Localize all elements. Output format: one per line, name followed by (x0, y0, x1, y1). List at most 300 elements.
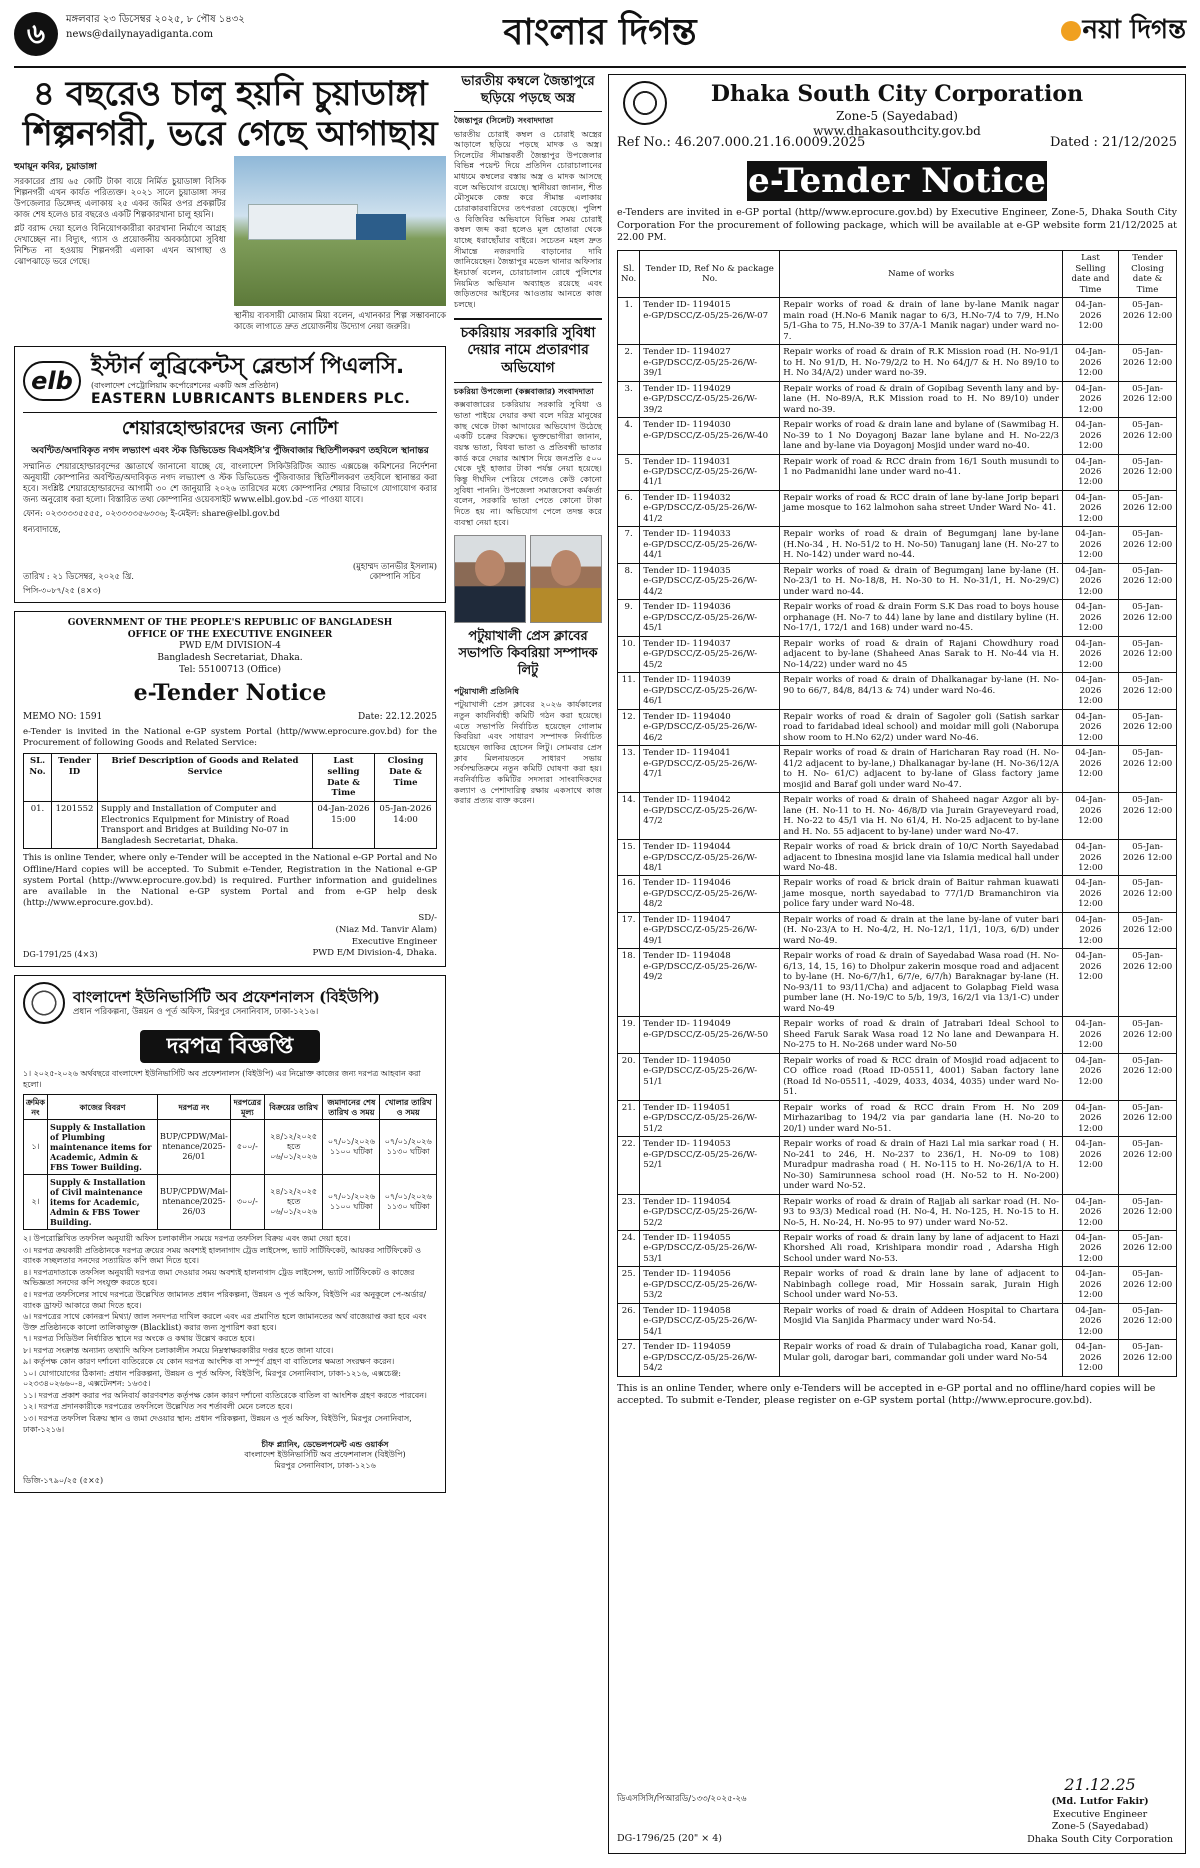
work-name: Repair works of road & drain lany by lane of adjacent to Hazi Khorshed Ali road, Krishipara mondir road , Adarsha High School under ward No-53. (780, 1231, 1063, 1267)
last-selling: 04-Jan-2026 12:00 (1063, 912, 1119, 948)
row-number: 12. (618, 709, 640, 745)
tender-id-cell (640, 345, 780, 381)
memo-date: Date: 22.12.2025 (358, 711, 437, 722)
table-row (618, 746, 1177, 793)
row-number: 3. (618, 381, 640, 417)
package-no: e-GP/DSCC/Z-05/25-26/W-53/2 (643, 1279, 758, 1301)
tender-id-cell (640, 793, 780, 840)
table-row (618, 840, 1177, 876)
row-number: 21. (618, 1100, 640, 1136)
tender-id: Tender ID- 1194054 (643, 1196, 731, 1207)
work-name: Repair works of road & drain of Haricharan Ray road (H. No-41/2 adjacent to by-lane,) Dhalkanagar by-lane (H. No-36/12/A to H. No- 61/C) adjacent to by-lane of Glass factory jame mosjid and Baraf goli under ward No-47. (780, 746, 1063, 793)
tender-id: Tender ID- 1194030 (643, 420, 731, 431)
signatory-title: কোম্পানি সচিব (369, 571, 421, 582)
tender-id: Tender ID- 1194047 (643, 914, 731, 925)
package-no: e-GP/DSCC/Z-05/25-26/W-52/2 (643, 1207, 758, 1228)
rule-item: ৮। দরপত্র সংক্রান্ত অন্যান্য তথ্যাদি অফিস চলাকালীন সময়ে নিম্নস্বাক্ষরকারীর দপ্তর হতে জানা যাবে। (23, 1345, 334, 1355)
package-no: e-GP/DSCC/Z-05/25-26/W-47/1 (643, 758, 758, 780)
sd-mark: SD/- (418, 913, 437, 924)
row-number: 5. (618, 454, 640, 490)
closing-date: 05-Jan-2026 12:00 (1119, 793, 1177, 840)
president-portrait (454, 535, 526, 623)
tender-id-cell (640, 1194, 780, 1230)
tender-id: Tender ID- 1194035 (643, 565, 731, 576)
tender-id: Tender ID- 1194053 (643, 1139, 731, 1150)
closing-date: 05-Jan-2026 12:00 (1119, 600, 1177, 636)
closing-date: 05-Jan-2026 12:00 (1119, 636, 1177, 672)
tender-id: Tender ID- 1194050 (643, 1055, 731, 1066)
issue-date: মঙ্গলবার ২৩ ডিসেম্বর ২০২৫, ৮ পৌষ ১৪৩২ (66, 14, 245, 25)
tender-id: Tender ID- 1194058 (643, 1305, 731, 1316)
package-no: e-GP/DSCC/Z-05/25-26/W-48/1 (643, 852, 758, 873)
tender-id: Tender ID- 1194048 (643, 951, 731, 962)
table-row (618, 298, 1177, 345)
table-row (618, 454, 1177, 490)
closing-date: 05-Jan-2026 12:00 (1119, 1340, 1177, 1376)
column-header: Brief Description of Goods and Related Service (98, 754, 313, 802)
last-selling: 04-Jan-2026 12:00 (1063, 673, 1119, 709)
column-header: জমাদানের শেষ তারিখ ও সময় (323, 1095, 380, 1120)
tender-id: Tender ID- 1194036 (643, 602, 731, 613)
story-byline: চকরিয়া উপজেলা (কক্সবাজার) সংবাদদাতা (454, 386, 594, 397)
closing-date: 05-Jan-2026 12:00 (1119, 527, 1177, 563)
table-row (618, 1267, 1177, 1303)
tender-id-cell (640, 876, 780, 912)
lead-headline: ৪ বছরেও চালু হয়নি চুয়াডাঙ্গা শিল্পনগরী, ভরে গেছে আগাছায় (22, 74, 438, 155)
notice-intro: ১। ২০২৫-২০২৬ অর্থবছরে বাংলাদেশ ইউনিভার্সিটি অব প্রফেশনালস (বিইউপি) এর নিম্নোক্ত কাজের জন্য দরপত্র আহবান করা হলো। (23, 1069, 421, 1089)
elb-logo: elb (23, 361, 81, 401)
closing-date: 05-Jan-2026 12:00 (1119, 709, 1177, 745)
ad-ref: DG-1796/25 (20" × 4) (617, 1833, 722, 1845)
table-row (618, 1303, 1177, 1339)
tender-id: Tender ID- 1194040 (643, 711, 731, 722)
tender-id-cell (640, 1137, 780, 1194)
row-number: 14. (618, 793, 640, 840)
tender-id-cell (640, 454, 780, 490)
tender-id-cell (640, 1017, 780, 1053)
tender-id: Tender ID- 1194029 (643, 383, 731, 394)
org-name: বাংলাদেশ ইউনিভার্সিটি অব প্রফেশনালস (বিইউপি) (73, 988, 380, 1006)
row-number: 25. (618, 1267, 640, 1303)
work-name: Repair works of road & drain of Tulabagicha road, Kanar goli, Mular goli, darogar bari, commandar goli under ward No-54 (780, 1340, 1063, 1376)
closing-date: 05-Jan-2026 12:00 (1119, 381, 1177, 417)
memo-number: MEMO NO: 1591 (23, 711, 103, 722)
last-selling: 04-Jan-2026 12:00 (1063, 1100, 1119, 1136)
package-no: e-GP/DSCC/Z-05/25-26/W-52/1 (643, 1149, 758, 1171)
rule-item: ২। উপরোল্লিখিত তফসিল অনুযায়ী অফিস চলাকালীন সময়ে দরপত্র তফসিল বিক্রয় এবং জমা দেয়া হবে। (23, 1234, 351, 1244)
table-row (618, 949, 1177, 1017)
masthead (14, 10, 1186, 68)
row-number: 7. (618, 527, 640, 563)
rule-item: ১০। যোগাযোগের ঠিকানা: প্রধান পরিকল্পনা, উন্নয়ন ও পূর্ত অফিস, বিইউপি, মিরপুর সেনানিবাস, ঢাকা-১২১৬, এক্সচেঞ্জ: ০২৩৩৪০২৬৬০-৪, এক্সটেনশন: ১৬৩৫। (23, 1368, 401, 1389)
table-row (618, 600, 1177, 636)
tender-id-cell (640, 418, 780, 454)
closing-date: 05-Jan-2026 12:00 (1119, 876, 1177, 912)
tender-id: Tender ID- 1194039 (643, 675, 731, 686)
notice-intro: e-Tenders are invited in e-GP portal (http//www.eprocure.gov.bd) by Executive Engineer, Zone-5, Dhaka South City Corporation For the procurement of following package, which will be available at e-GP website form 21/12/2025 at 22.00 PM. (617, 207, 1177, 243)
row-number: 24. (618, 1231, 640, 1267)
last-selling: 04-Jan-2026 12:00 (1063, 454, 1119, 490)
closing-date: 05-Jan-2026 12:00 (1119, 673, 1177, 709)
ad-ref: ডিজি-১৭৯০/২৫ (৫×৫) (23, 1475, 104, 1485)
last-selling: 04-Jan-2026 12:00 (1063, 1267, 1119, 1303)
tender-table (617, 250, 1177, 1377)
tender-table (23, 753, 437, 849)
column-header: Last selling Date & Time (313, 754, 375, 802)
lead-byline: হুমায়ূন কবির, চুয়াডাঙ্গা (14, 162, 97, 173)
work-name: Repair works of road & RCC drain of Mosjid road adjacent to CO office road (Road ID-05511, 4001) Saban factory lane (Road Id No-05511, -4029, 4033, 4034, 4035) under ward No-51. (780, 1053, 1063, 1100)
dscc-seal-icon (623, 81, 667, 125)
last-selling: 04-Jan-2026 12:00 (1063, 840, 1119, 876)
tender-id: Tender ID- 1194037 (643, 638, 731, 649)
tender-rows (618, 298, 1177, 1377)
rule-item: ৯। কর্তৃপক্ষ কোন কারণ দর্শানো ব্যতিরেকে যে কোন দরপত্র আংশিক বা সম্পূর্ণ গ্রহণ বা বাতিলের ক্ষমতা সংরক্ষণ করেন। (23, 1357, 395, 1367)
last-selling: 04-Jan-2026 12:00 (1063, 418, 1119, 454)
package-no: e-GP/DSCC/Z-05/25-26/W-49/1 (643, 925, 758, 946)
row-number: 19. (618, 1017, 640, 1053)
left-column (14, 74, 446, 1854)
tender-id-cell (640, 600, 780, 636)
table-row (618, 1017, 1177, 1053)
closing-date: 05-Jan-2026 12:00 (1119, 418, 1177, 454)
closing-date: 05-Jan-2026 12:00 (1119, 1017, 1177, 1053)
table-row (618, 793, 1177, 840)
story-byline: পটুয়াখালী প্রতিনিধি (454, 686, 520, 697)
row-number: 26. (618, 1303, 640, 1339)
closing-date: 05-Jan-2026 12:00 (1119, 1137, 1177, 1194)
closing-date: 05-Jan-2026 12:00 (1119, 949, 1177, 1017)
package-no: e-GP/DSCC/Z-05/25-26/W-07 (643, 310, 769, 321)
closing: ধন্যবাদান্তে, (23, 524, 61, 535)
package-no: e-GP/DSCC/Z-05/25-26/W-47/2 (643, 805, 758, 827)
rule-item: ৭। দরপত্র সিডিউল নির্ধারিত স্থানে দর অংকে ও কথায় উল্লেখ করতে হবে। (23, 1334, 255, 1344)
last-selling: 04-Jan-2026 12:00 (1063, 746, 1119, 793)
tender-id: Tender ID- 1194031 (643, 456, 731, 467)
last-selling: 04-Jan-2026 12:00 (1063, 563, 1119, 599)
column-header: Sl. No. (618, 251, 640, 298)
column-header: দরপত্র নং (158, 1095, 231, 1120)
package-no: e-GP/DSCC/Z-05/25-26/W-46/2 (643, 722, 758, 743)
closing-date: 05-Jan-2026 12:00 (1119, 1053, 1177, 1100)
package-no: e-GP/DSCC/Z-05/25-26/W-45/2 (643, 649, 758, 670)
closing-date: 05-Jan-2026 12:00 (1119, 1100, 1177, 1136)
last-selling: 04-Jan-2026 12:00 (1063, 1194, 1119, 1230)
work-name: Repair works of road & drain of Begumganj lane by-lane (H.No-34 , H. No-51/2 to H. No-50) Tanuganj lane (H. No-27 to H. No-142) under ward no-44. (780, 527, 1063, 563)
package-no: e-GP/DSCC/Z-05/25-26/W-39/1 (643, 357, 758, 379)
table-row (618, 1100, 1177, 1136)
work-name: Repair works of road & RCC drain of lane by-lane Jorip bepari jame mosque to 162 lalmohon saha street Under Ward No- 41. (780, 490, 1063, 526)
closing-date: 05-Jan-2026 12:00 (1119, 1194, 1177, 1230)
notice-title: e-Tender Notice (133, 680, 327, 707)
tender-id: Tender ID- 1194033 (643, 529, 731, 540)
column-header: SL. No. (24, 754, 52, 802)
tender-id-cell (640, 1340, 780, 1376)
closing-date: 05-Jan-2026 12:00 (1119, 1231, 1177, 1267)
notice-body: সম্মানিত শেয়ারহোল্ডারবৃন্দের জ্ঞাতার্থে জানানো যাচ্ছে যে, বাংলাদেশ সিকিউরিটিজ অ্যান্ড এক্সচেঞ্জ কমিশনের নির্দেশনা অনুযায়ী কোম্পানির অবণ্টিত/অদাবিকৃত নগদ লভ্যাংশ ও স্টক ডিভিডেন্ড পুঁজিবাজার স্থিতিশীলকরণ তহবিলে স্থানান্তর করা হবে। সংশ্লিষ্ট শেয়ারহোল্ডারদের আগামী ৩০ শে জানুয়ারি ২০২৬ তারিখের মধ্যে কোম্পানির শেয়ার বিভাগে যোগাযোগ করার জন্য অনুরোধ করা হলো। বিস্তারিত তথ্য কোম্পানির ওয়েবসাইট www.elbl.gov.bd -তে পাওয়া যাবে। (23, 460, 437, 504)
rule-item: ৫। দরপত্র তফসিলের সাথে দরপত্রে উল্লেখিত জামানত প্রধান পরিকল্পনা, উন্নয়ন ও পূর্ত অফিস, বিইউপি এর অনুকূলে পে-অর্ডার/ব্যাংক ড্রাফট আকারে জমা দিতে হবে। (23, 1290, 427, 1310)
work-name: Repair works of road & drain of Gopibag Seventh lany and by-lane (H. No-89/A, R.K Mission road to H. No 89/10) under ward no-39. (780, 381, 1063, 417)
row-number: 22. (618, 1137, 640, 1194)
closing-date: 05-Jan-2026 12:00 (1119, 1267, 1177, 1303)
package-no: e-GP/DSCC/Z-05/25-26/W- 53/1 (643, 1243, 758, 1264)
last-selling: 04-Jan-2026 12:00 (1063, 1303, 1119, 1339)
logo-text: নয়া দিগন্ত (1082, 15, 1186, 45)
row-number: 27. (618, 1340, 640, 1376)
org-address: প্রধান পরিকল্পনা, উন্নয়ন ও পূর্ত অফিস, মিরপুর সেনানিবাস, ঢাকা-১২১৬। (73, 1006, 319, 1017)
signature-mark (353, 543, 437, 561)
ref-number: Ref No.: 46.207.000.21.16.0009.2025 (617, 135, 866, 150)
notice-title: শেয়ারহোল্ডারদের জন্য নোটিশ (121, 418, 339, 440)
table-row (618, 1053, 1177, 1100)
ad-ref: DG-1791/25 (4×3) (23, 949, 98, 959)
last-selling: 04-Jan-2026 12:00 (1063, 1231, 1119, 1267)
tender-id: Tender ID- 1194041 (643, 748, 731, 759)
org-name: Dhaka South City Corporation (710, 81, 1084, 107)
newspaper-logo (1061, 14, 1186, 47)
package-no: e-GP/DSCC/Z-05/25-26/W-46/1 (643, 685, 758, 707)
signatory-title: Executive Engineer (351, 936, 437, 947)
row-number: 2. (618, 345, 640, 381)
gov-name: GOVERNMENT OF THE PEOPLE'S REPUBLIC OF BANGLADESH (67, 617, 393, 628)
work-name: Repair works of road & drain lane by lane of adjacent to Nabinbagh college road, Mir Hossain sarak, Jurain High School under ward No-53. (780, 1267, 1063, 1303)
company-name-bn: ইস্টার্ন লুব্রিকেন্টস্ ব্লেন্ডার্স পিএলসি. (91, 354, 405, 380)
closing-date: 05-Jan-2026 12:00 (1119, 746, 1177, 793)
table-row: 01. 1201552 Supply and Installation of Computer and Electronics Equipment for Ministry of Road Transport and Bridges at Building No-07 in Bangladesh Secretariat, Dhaka. 04-Jan-2026 15:00 05-Jan-2026 14:00 (24, 801, 437, 849)
tender-id-cell (640, 636, 780, 672)
tender-id-cell (640, 949, 780, 1017)
notice-intro: e-Tender is invited in the National e-GP system Portal (http//www.eprocure.gov.bd) for the Procurement of following Goods and Related Service: (23, 727, 437, 749)
tender-id-cell (640, 1053, 780, 1100)
row-number: 8. (618, 563, 640, 599)
package-no: e-GP/DSCC/Z-05/25-26/W-45/1 (643, 612, 758, 634)
rule-item: ৩। দরপত্র ক্রয়কারী প্রতিষ্ঠানকে দরপত্র ক্রয়ের সময় অবশ্যই হালনাগাদ ট্রেড লাইসেন্স, ভ্যাট সার্টিফিকেট, আয়কর সার্টিফিকেট ও ব্যাংক সচ্ছলতার সনদের সত্যায়িত কপি জমা দিতে হবে। (23, 1245, 421, 1266)
closing-date: 05-Jan-2026 12:00 (1119, 840, 1177, 876)
table-row (618, 709, 1177, 745)
table-row (618, 490, 1177, 526)
notice-banner: e-Tender Notice (748, 161, 1046, 202)
last-selling: 04-Jan-2026 12:00 (1063, 298, 1119, 345)
row-number: 9. (618, 600, 640, 636)
table-row: ১। Supply & Installation of Plumbing maintenance items for Academic, Admin & FBS Tower Building. BUP/CPDW/Mai-ntenance/2025-26/01 ৫০০/- ২৪/১২/২০২৫ হতে ০৬/০১/২০২৬ ০৭/০১/২০২৬ ১১০০ ঘটিকা ০৭/০১/২০২৬ ১১৩০ ঘটিকা (24, 1120, 437, 1175)
signatory-name: (Md. Lutfor Fakir) (1051, 1795, 1149, 1807)
work-name: Repair works of road & drain of Shaheed nagar Azgor ali by-lane (H. No-11 to H. No- 46/8/D via Jurain Grayeveyard road, H. No-22 to 45/1 via H. No 61/4, H. No-25 adjacent to by-lane and H. No. 55 adjacent to by-lane) under ward No-47. (780, 793, 1063, 840)
tender-id-cell (640, 1231, 780, 1267)
column-header: Tender ID (52, 754, 98, 802)
column-header: বিক্রয়ের তারিখ (264, 1095, 323, 1120)
tender-id: Tender ID- 1194049 (643, 1019, 731, 1030)
tender-id-cell (640, 709, 780, 745)
secretary-portrait (530, 535, 602, 623)
work-name: Repair works of road & drain of Rajani Chowdhury road adjacent to by-lane (Shaheed Anas Sarak to H. No-44 via H. No-14/22) under ward no 45 (780, 636, 1063, 672)
table-row: ২। Supply & Installation of Civil maintenance items for Academic, Admin & FBS Tower Building. BUP/CPDW/Mai-ntenance/2025-26/03 ৩০০/- ২৪/১২/২০২৫ হতে ০৬/০১/২০২৬ ০৭/০১/২০২৬ ১১০০ ঘটিকা ০৭/০১/২০২৬ ১১৩০ ঘটিকা (24, 1175, 437, 1230)
column-header: দরপত্রের মূল্য (230, 1095, 264, 1120)
tender-id-cell (640, 1303, 780, 1339)
tender-id-cell (640, 563, 780, 599)
tender-id: Tender ID- 1194015 (643, 300, 731, 311)
office-tel: Tel: 55100713 (Office) (178, 664, 282, 675)
work-name: Repair works of road & drain of Addeen Hospital to Chartara Mosjid Via Sanjida Pharmacy under ward No-54. (780, 1303, 1063, 1339)
column-header: Last Selling date and Time (1063, 251, 1119, 298)
office-name: OFFICE OF THE EXECUTIVE ENGINEER (127, 629, 333, 640)
tender-id: Tender ID- 1194046 (643, 878, 731, 889)
tender-id-cell (640, 840, 780, 876)
story-body: কক্সবাজারের চকরিয়ায় সরকারি সুবিধা ও ভাতা পাইয়ে দেয়ার কথা বলে দরিদ্র মানুষের কাছ থেকে টাকা আদায়ের অভিযোগ উঠেছে একটি চক্রের বিরুদ্ধে। ভুক্তভোগীরা জানান, বয়স্ক ভাতা, বিধবা ভাতা ও প্রতিবন্ধী ভাতার কার্ড করে দেয়ার আশ্বাস দিয়ে জনপ্রতি ৫০০ থেকে দুই হাজার টাকা পর্যন্ত নেয়া হয়েছে। কিন্তু দীর্ঘদিন পেরিয়ে গেলেও কেউ কোনো সুবিধা পাননি। উপজেলা সমাজসেবা কর্মকর্তা বলেন, সরকারি ভাতা পেতে কোনো টাকা দিতে হয় না। অভিযোগ পেলে তদন্ত করে ব্যবস্থা নেয়া হবে। (454, 399, 602, 527)
last-selling: 04-Jan-2026 12:00 (1063, 527, 1119, 563)
table-row (618, 673, 1177, 709)
rule-item: ১৩। দরপত্র তফসিল বিক্রয় স্থান ও জমা দেওয়ার স্থান: প্রধান পরিকল্পনা, উন্নয়ন ও পূর্ত অফিস, বিইউপি, মিরপুর সেনানিবাস, ঢাকা-১২১৬। (23, 1414, 412, 1434)
package-no: e-GP/DSCC/Z-05/25-26/W-48/2 (643, 888, 758, 910)
company-subtitle: (বাংলাদেশ পেট্রোলিয়াম কর্পোরেশনের একটি অঙ্গ প্রতিষ্ঠান) (91, 380, 279, 390)
tender-id-cell (640, 1100, 780, 1136)
lead-paragraph: স্থানীয় ব্যবসায়ী মোজাম মিয়া বলেন, এখানকার শিল্প সম্ভাবনাকে কাজে লাগাতে দ্রুত প্রয়োজনীয় উদ্যোগ নেয়া জরুরি। (234, 310, 446, 332)
ad-ref: পিসি-৩০৮৭/২৫ (৪×৩) (23, 585, 101, 595)
rule-item: ৬। দরপত্রের সাথে কোনরূপ মিথ্যা/ জাল সনদপত্র দাখিল করলে এবং এর প্রমাণিত হলে জামানতের অর্থ বাজেয়াপ্ত করা হবে এবং উক্ত প্রতিষ্ঠানকে কালো তালিকাভুক্ত (Blacklist) করার জন্য সুপারিশ করা হবে। (23, 1312, 427, 1332)
story-headline: পটুয়াখালী প্রেস ক্লাবের সভাপতি কিবরিয়া সম্পাদক লিটু (458, 629, 598, 678)
signatory-office: PWD E/M Division-4, Dhaka. (312, 948, 437, 959)
last-selling: 04-Jan-2026 12:00 (1063, 490, 1119, 526)
tender-rules (23, 1234, 437, 1435)
row-number: 17. (618, 912, 640, 948)
signatory-address: মিরপুর সেনানিবাস, ঢাকা-১২১৬ (274, 1460, 376, 1470)
package-no: e-GP/DSCC/Z-05/25-26/W-44/2 (643, 576, 758, 597)
industrial-estate-photo (234, 156, 446, 306)
notice-date: Dated : 21/12/2025 (1050, 135, 1177, 150)
row-number: 10. (618, 636, 640, 672)
elb-shareholder-notice (14, 346, 446, 603)
notice-subject: অবণ্টিত/অদাবিকৃত নগদ লভ্যাংশ এবং স্টক ডিভিডেন্ড বিএসইসি'র পুঁজিবাজার স্থিতিশীলকরণ তহবিলে স্থানান্তর (31, 445, 429, 456)
column-header: খোলার তারিখ ও সময় (380, 1095, 437, 1120)
last-selling: 04-Jan-2026 12:00 (1063, 876, 1119, 912)
story-body: ভারতীয় চোরাই কম্বল ও চোরাই অস্ত্রের আড়ালে ছড়িয়ে পড়ছে মাদক ও অস্ত্র। সিলেটের সীমান্তবর্তী জৈন্তাপুর উপজেলার বিভিন্ন পয়েন্ট দিয়ে প্রতিদিন চোরাচালানের মাধ্যমে কম্বলের বস্তায় অস্ত্র ও মাদক আসছে বলে অভিযোগ রয়েছে। স্থানীয়রা জানান, শীত মৌসুমকে কেন্দ্র করে সীমান্ত এলাকায় চোরাকারবারিদের তৎপরতা বেড়েছে। পুলিশ ও বিজিবির অভিযানে বিভিন্ন সময় চোরাই কম্বল জব্দ করা হলেও মূল হোতারা থেকে যাচ্ছে ধরাছোঁয়ার বাইরে। সচেতন মহল দ্রুত সীমান্তে নজরদারি বাড়ানোর দাবি জানিয়েছেন। জৈন্তাপুর মডেল থানার অফিসার ইনচার্জ বলেন, চোরাচালান রোধে পুলিশের নিয়মিত অভিযান অব্যাহত রয়েছে এবং জড়িতদের আইনের আওতায় আনতে কাজ চলছে। (454, 128, 602, 309)
tender-id-cell (640, 746, 780, 793)
work-name: Repair works of road & drain lane and bylane of (Sawmibag H. No-39 to 1 No Doyagonj Bazar lane bylane and H. No-22/3 lane and by-lane via Doyagonj Mosjid under ward no-40. (780, 418, 1063, 454)
signatory-zone: Zone-5 (Sayedabad) (1051, 1821, 1149, 1833)
table-row (618, 1231, 1177, 1267)
closing-date: 05-Jan-2026 12:00 (1119, 345, 1177, 381)
package-no: e-GP/DSCC/Z-05/25-26/W-51/1 (643, 1066, 758, 1087)
lead-story (14, 74, 446, 332)
work-name: Repair works of road & drain of Hazi Lal mia sarkar road ( H. No-241 to 246, H. No-237 to 236/1, H. No-09 to 108) Muradpur madrasha road ( H. No-115 to H. No-26/1/A to H. No-30) Samirunnesa school road (H. No-52 to H. No-200) under ward No-52. (780, 1137, 1063, 1194)
portraits (454, 535, 602, 623)
package-no: e-GP/DSCC/Z-05/25-26/W-39/2 (643, 394, 758, 415)
package-no: e-GP/DSCC/Z-05/25-26/W-50 (643, 1029, 769, 1040)
work-name: Repair works of road & drain of Begumganj lane by-lane (H. No-23/1 to H. No-18/8, H. No-30 to H. No-31/1, H. No-29/C) under ward no-44. (780, 563, 1063, 599)
closing-date: 05-Jan-2026 12:00 (1119, 298, 1177, 345)
middle-column (454, 74, 602, 1854)
notice-title: দরপত্র বিজ্ঞপ্তি (140, 1030, 320, 1064)
last-selling: 04-Jan-2026 12:00 (1063, 381, 1119, 417)
column-header: Name of works (780, 251, 1063, 298)
story-headline: ভারতীয় কম্বলে জৈন্তাপুরে ছড়িয়ে পড়ছে অস্ত্র (454, 74, 602, 112)
tender-id: Tender ID- 1194051 (643, 1102, 731, 1113)
last-selling: 04-Jan-2026 12:00 (1063, 600, 1119, 636)
row-number: 16. (618, 876, 640, 912)
signatory-title: চীফ প্ল্যানিং, ডেভেলপমেন্ট এন্ড ওয়ার্কস (261, 1439, 389, 1450)
bup-emblem-icon (23, 982, 65, 1024)
work-name: Repair works of road & drain of Sagoler goli (Satish sarkar road to faridabad ideal school) and moidar mill goli (Naborupa show room to H.No 62/2) under ward No-46. (780, 709, 1063, 745)
office-address: Bangladesh Secretariat, Dhaka. (157, 652, 303, 663)
work-name: Repair works of road & drain of Sayedabad Wasa road (H. No-6/13, 14, 15, 16) to Dholpur zakerin mosque road and adjacent to by-lane (H. No-6/7/h1, 6/7/e, 6/7/h) Baraknagar by-lane (H. No-93/11 to 93/11/Cha) and adjacent to Golapbag Field wasa pumber lane (H. No-19/C to 5/b, 19/3, 16/2/1 via 13/1-C) under ward No-49 (780, 949, 1063, 1017)
bup-tender-notice (14, 975, 446, 1493)
last-selling: 04-Jan-2026 12:00 (1063, 1137, 1119, 1194)
tender-id: Tender ID- 1194032 (643, 492, 731, 503)
last-selling: 04-Jan-2026 12:00 (1063, 1053, 1119, 1100)
org-website: www.dhakasouthcity.gov.bd (813, 123, 981, 138)
row-number: 18. (618, 949, 640, 1017)
row-number: 6. (618, 490, 640, 526)
work-name: Repair works of road & drain at the lane by-lane of vuter bari (H. No-23/A to H. No-4/2, H. No-12/1, 11/1, 10/3, 6/D) under ward No-49. (780, 912, 1063, 948)
tender-id: Tender ID- 1194027 (643, 347, 731, 358)
table-row (618, 876, 1177, 912)
pwd-etender-notice (14, 611, 446, 967)
dscc-etender-notice (608, 74, 1186, 1854)
sun-icon (1061, 21, 1081, 41)
table-row (618, 527, 1177, 563)
signature-mark: 21.12.25 (1064, 1775, 1136, 1795)
row-number: 4. (618, 418, 640, 454)
closing-date: 05-Jan-2026 12:00 (1119, 912, 1177, 948)
section-title: বাংলার দিগন্ত (503, 11, 697, 53)
table-row (618, 1194, 1177, 1230)
rule-item: ১২। দরপত্র প্রদানকারীকে দরপত্রের তফসিলে উল্লেখিত সব শর্তাবলী মেনে চলতে হবে। (23, 1402, 293, 1412)
package-no: e-GP/DSCC/Z-05/25-26/W-54/2 (643, 1352, 758, 1374)
tender-id: Tender ID- 1194059 (643, 1342, 731, 1353)
division-name: PWD E/M DIVISION-4 (179, 641, 281, 652)
closing-date: 05-Jan-2026 12:00 (1119, 454, 1177, 490)
work-name: Repair works of road & drain of Jatrabari Ideal School to Sheed Faruk Sarak Wasa road 12 No lane and Dewanpara H. No-275 to H. No-268 under ward No-50 (780, 1017, 1063, 1053)
package-no: e-GP/DSCC/Z-05/25-26/W-54/1 (643, 1316, 758, 1337)
tender-id-cell (640, 912, 780, 948)
rule-item: ৪। দরপত্রদাতাকে তফসিল অনুযায়ী দরপত্র জমা দেওয়ার সময় অবশ্যই হালনাগাদ ট্রেড লাইসেন্স, ভ্যাট সার্টিফিকেট ও কাজের অভিজ্ঞতা সনদের কপি সংযুক্ত করতে হবে। (23, 1267, 415, 1288)
work-name: Repair works of road & drain Form S.K Das road to boys house orphanage (H. No-7 to 44) lane by lane and distilary byline (H. No-17/1, 172/1 and 168) under ward no-45. (780, 600, 1063, 636)
work-name: Repair works of road & drain of Rajjab ali sarkar road (H. No-93 to 93/3) Medical road (H. No-4, H. No-125, H. No-15 to H. No-5, H. No-24, H. No-95 to 97) under ward No-52. (780, 1194, 1063, 1230)
table-row (618, 563, 1177, 599)
company-name-en: EASTERN LUBRICANTS BLENDERS PLC. (91, 390, 411, 407)
notice-date: তারিখ : ২১ ডিসেম্বর, ২০২৫ খ্রি. (23, 571, 134, 582)
column-header: ক্রমিক নং (24, 1095, 48, 1120)
closing-date: 05-Jan-2026 12:00 (1119, 563, 1177, 599)
work-name: Repair works of road & drain of R.K Mission road (H. No-91/1 to H. No 91/D, H. No-79/2/2 to H. No 64/J/7 & H. No 89/10 to H. No 34/A/2) under ward no-39. (780, 345, 1063, 381)
package-no: e-GP/DSCC/Z-05/25-26/W-51/2 (643, 1113, 758, 1134)
tender-id-cell (640, 381, 780, 417)
notice-footer: This is online Tender, where only e-Tender will be accepted in the National e-GP Portal and No Offline/Hard copies will be accepted. To Submit e-Tender, Registration in the National e-GP system Portal (http://www.eprocure.gov.bd) is required. Further information and guidelines are available in the National e-GP system Portal and from e-GP help desk (http://www.eprocure.gov.bd). (23, 853, 437, 909)
column-header: Tender Closing date & Time (1119, 251, 1177, 298)
table-row (618, 1137, 1177, 1194)
row-number: 20. (618, 1053, 640, 1100)
lead-paragraph: সরকারের প্রায় ৬৫ কোটি টাকা ব্যয়ে নির্মিত চুয়াডাঙ্গা বিসিক শিল্পনগরী এখন কার্যত পরিত্যক্ত। ২০২১ সালে চুয়াডাঙ্গা সদর উপজেলার ডিঙ্গেদহ এলাকায় ২৫ একর জমির ওপর প্রকল্পটির কাজ শেষ হলেও চার বছরেও একটি শিল্পকারখানা চালু হয়নি। (14, 176, 226, 220)
row-number: 13. (618, 746, 640, 793)
tender-table (23, 1094, 437, 1230)
work-name: Repair work of road & RCC drain from 16/1 South musundi to 1 no Padmanidhi lane under ward no-41. (780, 454, 1063, 490)
table-row (618, 381, 1177, 417)
row-number: 1. (618, 298, 640, 345)
row-number: 11. (618, 673, 640, 709)
notice-contact: ফোন: ০২৩৩৩৩৫৫৫৫, ০২৩৩৩৩৫৬৩৩৬; ই-মেইল: share@elbl.gov.bd (23, 507, 280, 518)
tender-id-cell (640, 1267, 780, 1303)
last-selling: 04-Jan-2026 12:00 (1063, 345, 1119, 381)
signature-block (1027, 1774, 1173, 1847)
column-header: Tender ID, Ref No & package No. (640, 251, 780, 298)
package-no: e-GP/DSCC/Z-05/25-26/W-40 (643, 430, 769, 441)
work-name: Repair works of road & brick drain of 10/C North Sayedabad adjacent to Ibnesina mosjid lane via Islamia medical hall under ward No-48. (780, 840, 1063, 876)
page-number: ৬ (14, 12, 58, 56)
last-selling: 04-Jan-2026 12:00 (1063, 636, 1119, 672)
notice-footer: This is an online Tender, where only e-Tenders will be accepted in e-GP portal and no offline/hard copies will be accepted. To submit e-Tender, please register on e-GP system portal (http://www.eprocure.gov.bd). (617, 1382, 1156, 1407)
tender-id-cell (640, 673, 780, 709)
rule-item: ১১। দরপত্র প্রকাশ করার পর অনিবার্য কারণবশত কর্তৃপক্ষ কোন কারণ দর্শানো ব্যতিরেকে বাতিল বা আংশিক গ্রহণ করতে পারবেন। (23, 1390, 427, 1400)
table-row (618, 912, 1177, 948)
column-header: Closing Date & Time (375, 754, 437, 802)
